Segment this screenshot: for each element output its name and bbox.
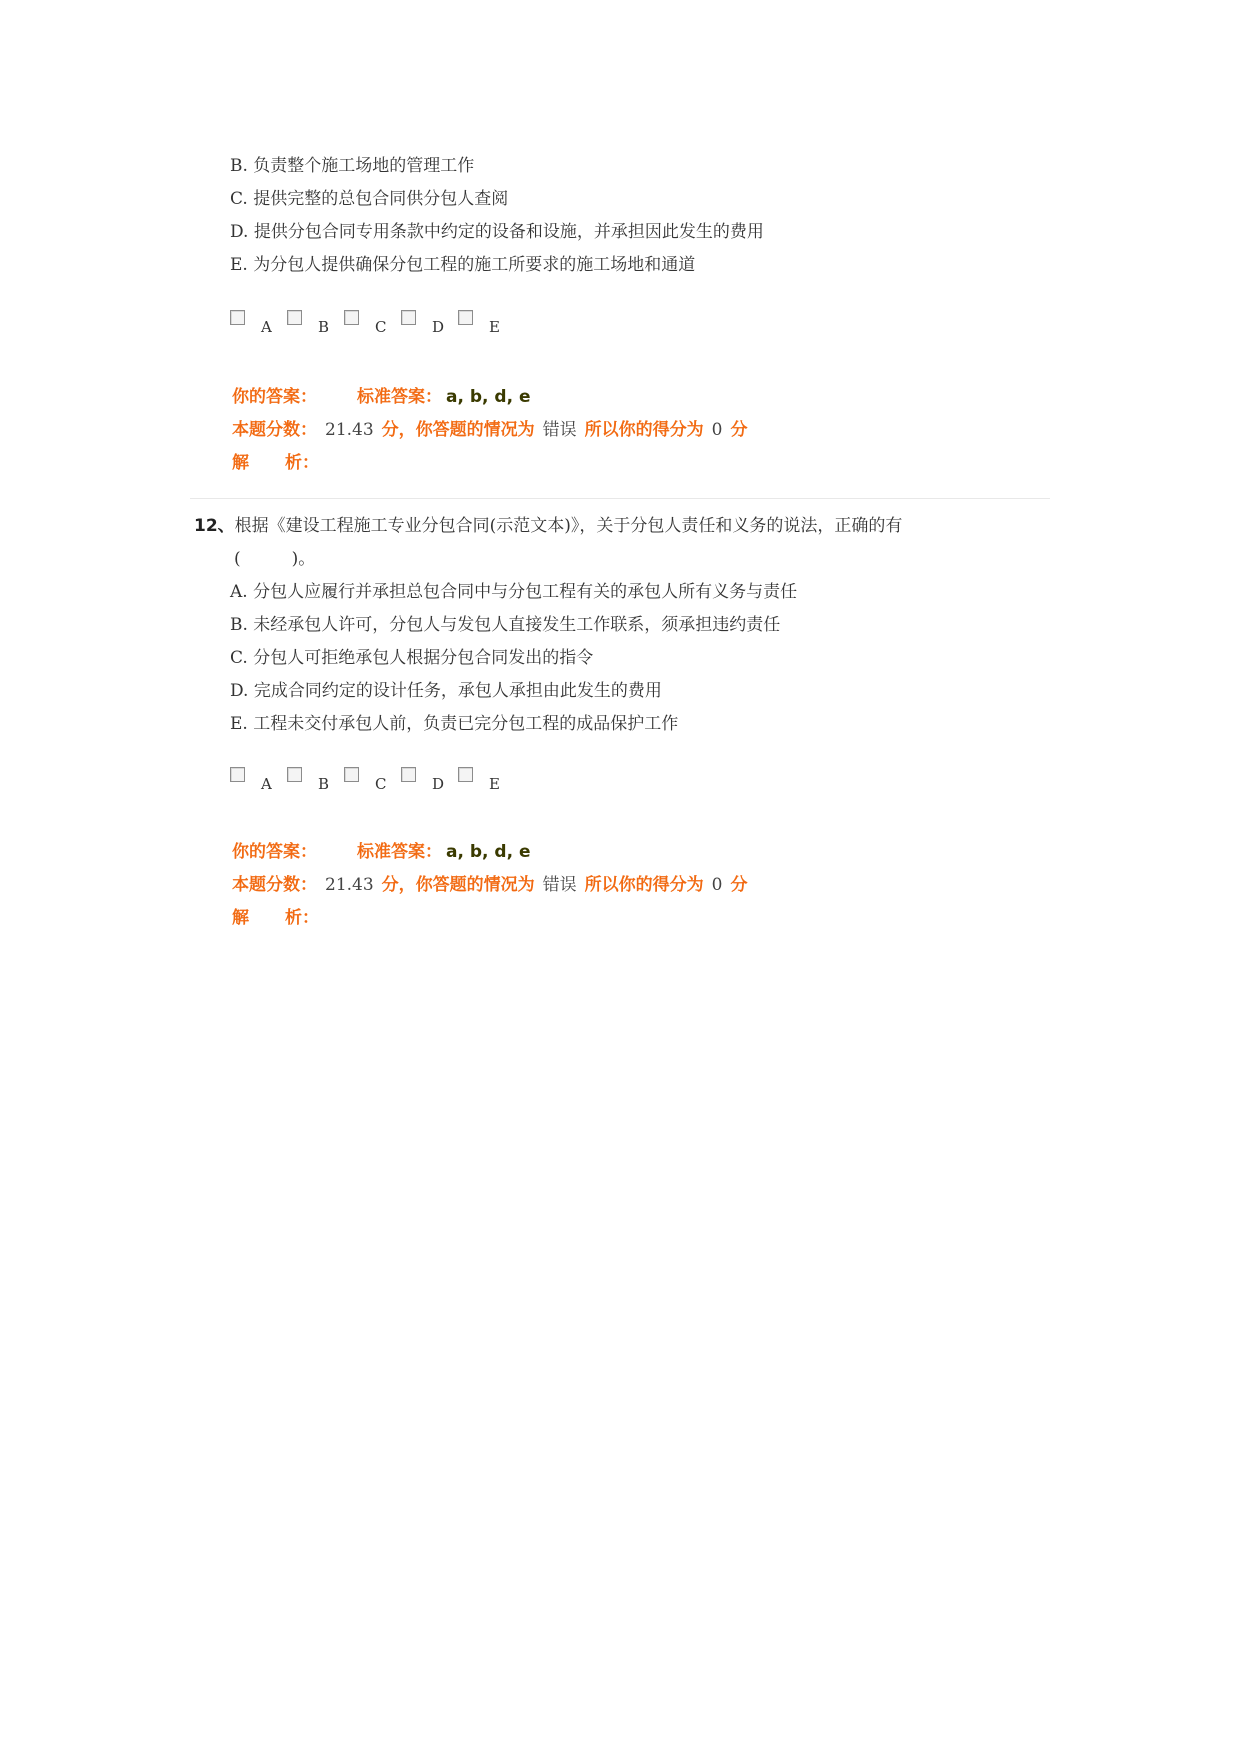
- status-text: 错误: [542, 420, 577, 440]
- q11-choice-a[interactable]: [230, 308, 287, 336]
- checkbox-a[interactable]: [230, 310, 245, 325]
- q12-checkboxes: [230, 765, 1050, 795]
- your-answer-label: 你的答案：: [232, 842, 317, 862]
- q11-option-b: B. 负责整个施工场地的管理工作: [230, 156, 475, 176]
- score-line: [232, 414, 1032, 447]
- q12-choice-c[interactable]: [344, 765, 401, 793]
- score-unit: 分: [730, 420, 748, 440]
- q11-checkboxes: [230, 308, 1050, 338]
- q12-option-c: C. 分包人可拒绝承包人根据分包合同发出的指令: [230, 648, 594, 668]
- checkbox-label-e: E: [489, 775, 500, 793]
- analysis-line: [232, 447, 1032, 480]
- question-divider: [190, 498, 1050, 499]
- q11-choice-d[interactable]: [401, 308, 458, 336]
- answer-line: [232, 836, 1032, 869]
- checkbox-c[interactable]: [344, 767, 359, 782]
- checkbox-label-b: B: [318, 318, 330, 336]
- status-text: 错误: [542, 875, 577, 895]
- score-label: 本题分数：: [232, 420, 317, 440]
- q11-result: [232, 381, 1032, 480]
- result-text: 所以你的得分为: [584, 875, 704, 895]
- checkbox-b[interactable]: [287, 310, 302, 325]
- checkbox-label-c: C: [375, 318, 387, 336]
- score-unit: 分: [730, 875, 748, 895]
- checkbox-label-b: B: [318, 775, 330, 793]
- standard-answer: a, b, d, e: [446, 387, 531, 407]
- obtained-score: 0: [711, 420, 723, 440]
- q12-options: [230, 576, 1050, 795]
- question-number: 12、: [194, 516, 235, 536]
- analysis-line: [232, 902, 1032, 935]
- checkbox-label-c: C: [375, 775, 387, 793]
- q11-option-c: C. 提供完整的总包合同供分包人查阅: [230, 189, 509, 209]
- your-answer-label: 你的答案：: [232, 387, 317, 407]
- checkbox-d[interactable]: [401, 310, 416, 325]
- q11-choice-e[interactable]: [458, 308, 515, 336]
- score-text: 分，你答题的情况为: [381, 875, 535, 895]
- checkbox-label-a: A: [261, 318, 272, 336]
- checkbox-label-e: E: [489, 318, 500, 336]
- question-text: 根据《建设工程施工专业分包合同(示范文本)》，关于分包人责任和义务的说法，正确的有: [234, 516, 903, 536]
- q12-option-d: D. 完成合同约定的设计任务，承包人承担由此发生的费用: [230, 681, 662, 701]
- q12-option-e: E. 工程未交付承包人前，负责已完分包工程的成品保护工作: [230, 714, 679, 734]
- score-value: 21.43: [325, 420, 374, 440]
- score-label: 本题分数：: [232, 875, 317, 895]
- q12-choice-a[interactable]: [230, 765, 287, 793]
- standard-answer: a, b, d, e: [446, 842, 531, 862]
- analysis-label-b: 析：: [285, 908, 319, 928]
- q12-title: [194, 510, 1014, 576]
- q11-choice-c[interactable]: [344, 308, 401, 336]
- checkbox-e[interactable]: [458, 767, 473, 782]
- q11-options: [230, 150, 1050, 338]
- obtained-score: 0: [711, 875, 723, 895]
- score-value: 21.43: [325, 875, 374, 895]
- checkbox-b[interactable]: [287, 767, 302, 782]
- checkbox-d[interactable]: [401, 767, 416, 782]
- analysis-label-a: 解: [232, 453, 249, 473]
- answer-line: [232, 381, 1032, 414]
- q12-choice-e[interactable]: [458, 765, 515, 793]
- question-paren: ( )。: [234, 549, 316, 569]
- checkbox-e[interactable]: [458, 310, 473, 325]
- standard-answer-label: 标准答案：: [357, 842, 442, 862]
- checkbox-label-d: D: [432, 775, 445, 793]
- analysis-label-b: 析：: [285, 453, 319, 473]
- analysis-label-a: 解: [232, 908, 249, 928]
- checkbox-c[interactable]: [344, 310, 359, 325]
- q12-choice-b[interactable]: [287, 765, 344, 793]
- checkbox-a[interactable]: [230, 767, 245, 782]
- q11-choice-b[interactable]: [287, 308, 344, 336]
- standard-answer-label: 标准答案：: [357, 387, 442, 407]
- q12-result: [232, 836, 1032, 935]
- result-text: 所以你的得分为: [584, 420, 704, 440]
- checkbox-label-a: A: [261, 775, 272, 793]
- q12-option-a: A. 分包人应履行并承担总包合同中与分包工程有关的承包人所有义务与责任: [230, 582, 798, 602]
- score-line: [232, 869, 1032, 902]
- q11-option-e: E. 为分包人提供确保分包工程的施工所要求的施工场地和通道: [230, 255, 696, 275]
- q12-choice-d[interactable]: [401, 765, 458, 793]
- q12-option-b: B. 未经承包人许可，分包人与发包人直接发生工作联系，须承担违约责任: [230, 615, 781, 635]
- score-text: 分，你答题的情况为: [381, 420, 535, 440]
- q11-option-d: D. 提供分包合同专用条款中约定的设备和设施，并承担因此发生的费用: [230, 222, 764, 242]
- checkbox-label-d: D: [432, 318, 445, 336]
